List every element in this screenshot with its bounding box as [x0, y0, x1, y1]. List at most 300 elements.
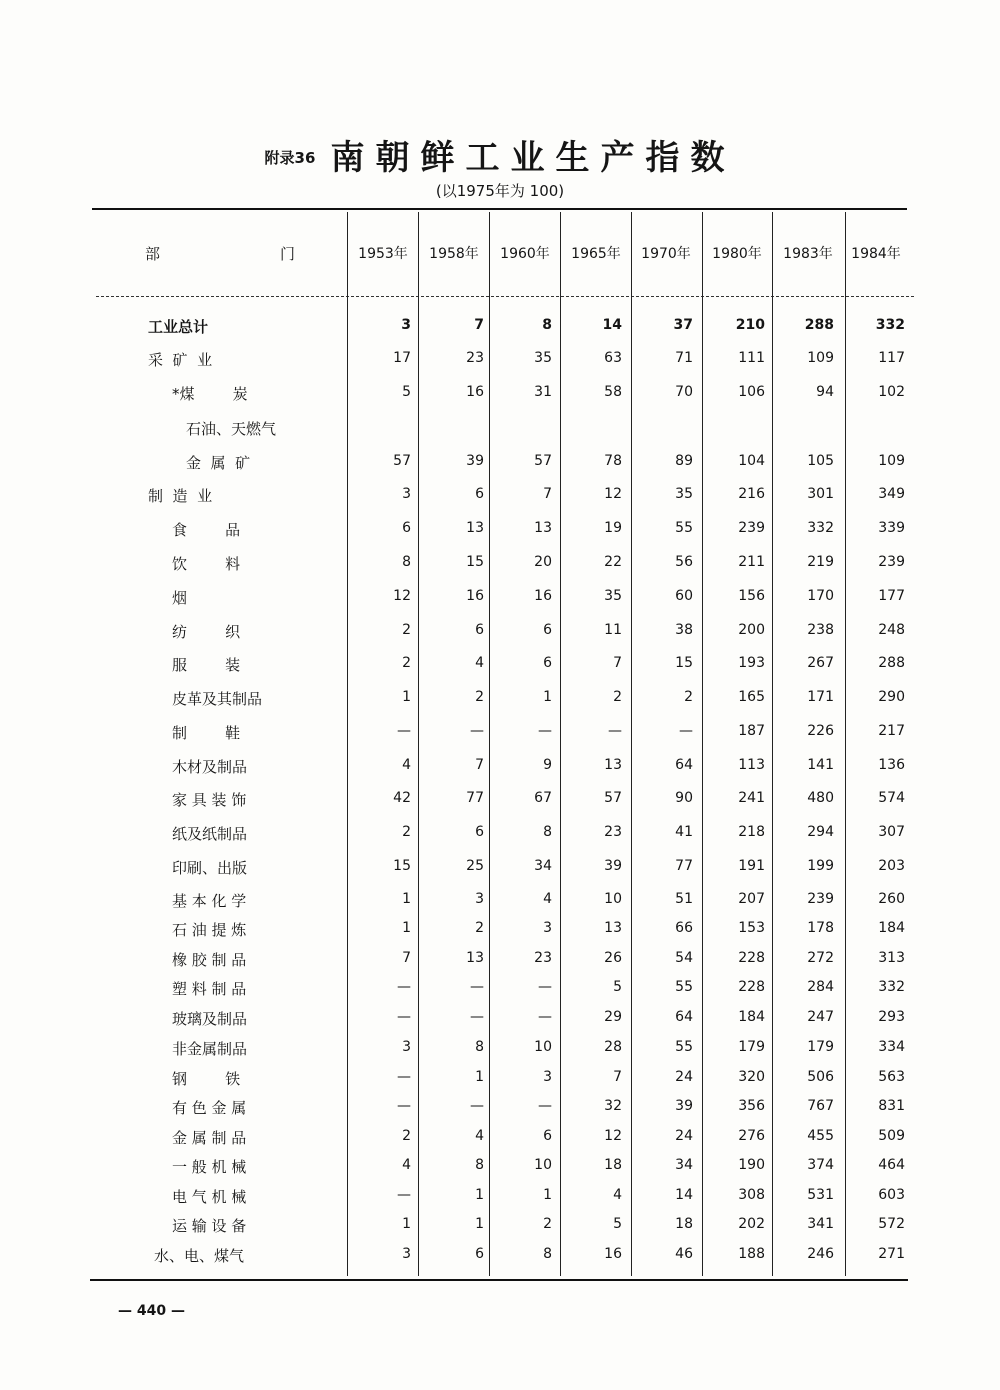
table-cell: 574: [878, 790, 905, 806]
year-header: 1970年: [641, 246, 691, 262]
row-label: 金 属 矿: [186, 454, 251, 472]
table-cell: 6: [475, 622, 484, 638]
table-cell: 104: [738, 453, 765, 469]
table-cell: 334: [878, 1039, 905, 1055]
table-cell: 63: [604, 350, 622, 366]
table-cell: 480: [807, 790, 834, 806]
table-cell: 24: [675, 1128, 693, 1144]
table-cell: 308: [738, 1187, 765, 1203]
table-cell: —: [470, 979, 484, 995]
row-label: 烟: [172, 589, 188, 607]
table-cell: 248: [878, 622, 905, 638]
row-label: *煤 炭: [172, 385, 248, 403]
table-cell: 39: [466, 453, 484, 469]
table-cell: 8: [543, 1246, 552, 1262]
table-cell: 4: [402, 1157, 411, 1173]
row-label: 电 气 机 械: [172, 1188, 247, 1206]
header-dept: [145, 243, 295, 264]
table-cell: —: [397, 1009, 411, 1025]
table-cell: 109: [807, 350, 834, 366]
table-cell: —: [397, 1098, 411, 1114]
table-cell: —: [538, 1009, 552, 1025]
table-cell: 239: [807, 891, 834, 907]
table-bottom-rule: [90, 1279, 908, 1281]
table-cell: 6: [475, 1246, 484, 1262]
table-cell: 5: [402, 384, 411, 400]
row-label: 工业总计: [148, 318, 209, 336]
table-cell: 29: [604, 1009, 622, 1025]
table-cell: 1: [475, 1069, 484, 1085]
table-cell: 271: [878, 1246, 905, 1262]
table-cell: 20: [534, 554, 552, 570]
table-row: [0, 947, 1000, 969]
table-cell: 7: [475, 757, 484, 773]
table-row: [0, 1243, 1000, 1265]
year-header: 1958年: [429, 246, 479, 262]
row-label: 金 属 制 品: [172, 1129, 247, 1147]
table-cell: 12: [604, 1128, 622, 1144]
table-row: [0, 517, 1000, 539]
table-cell: 25: [466, 858, 484, 874]
table-cell: 55: [675, 979, 693, 995]
table-row: [0, 787, 1000, 809]
table-cell: 1: [475, 1187, 484, 1203]
table-cell: 14: [602, 317, 622, 333]
row-label: 运 输 设 备: [172, 1217, 247, 1235]
table-cell: 8: [542, 317, 552, 333]
table-cell: 7: [402, 950, 411, 966]
table-cell: —: [608, 723, 622, 739]
table-cell: 1: [402, 891, 411, 907]
table-cell: 111: [738, 350, 765, 366]
table-cell: 7: [543, 486, 552, 502]
row-label: 皮革及其制品: [172, 690, 263, 708]
table-cell: 184: [878, 920, 905, 936]
table-cell: —: [538, 723, 552, 739]
table-row: [0, 416, 1000, 438]
table-cell: 23: [534, 950, 552, 966]
table-cell: 10: [534, 1039, 552, 1055]
table-cell: 113: [738, 757, 765, 773]
table-row: [0, 855, 1000, 877]
table-cell: —: [397, 979, 411, 995]
table-cell: 191: [738, 858, 765, 874]
table-cell: 15: [466, 554, 484, 570]
table-cell: 156: [738, 588, 765, 604]
table-cell: 13: [604, 757, 622, 773]
table-cell: —: [470, 723, 484, 739]
table-row: [0, 976, 1000, 998]
table-cell: 15: [675, 655, 693, 671]
table-cell: 3: [402, 1246, 411, 1262]
table-cell: 77: [675, 858, 693, 874]
table-cell: 35: [675, 486, 693, 502]
row-label: 采 矿 业: [148, 351, 213, 369]
page-number: — 440 —: [118, 1303, 185, 1319]
table-cell: 78: [604, 453, 622, 469]
table-cell: 13: [604, 920, 622, 936]
table-cell: 17: [393, 350, 411, 366]
table-row: [0, 1006, 1000, 1028]
table-cell: 64: [675, 757, 693, 773]
table-cell: 241: [738, 790, 765, 806]
table-cell: 12: [393, 588, 411, 604]
table-cell: 2: [475, 689, 484, 705]
table-cell: —: [470, 1009, 484, 1025]
table-cell: 341: [807, 1216, 834, 1232]
table-cell: 349: [878, 486, 905, 502]
table-cell: 55: [675, 520, 693, 536]
table-row: [0, 1125, 1000, 1147]
table-cell: 211: [738, 554, 765, 570]
table-cell: 34: [534, 858, 552, 874]
table-cell: 284: [807, 979, 834, 995]
table-cell: 272: [807, 950, 834, 966]
table-cell: 77: [466, 790, 484, 806]
table-cell: 184: [738, 1009, 765, 1025]
table-cell: 2: [613, 689, 622, 705]
table-cell: 57: [534, 453, 552, 469]
table-row: [0, 314, 1000, 336]
table-cell: 170: [807, 588, 834, 604]
table-cell: 228: [738, 950, 765, 966]
table-cell: 55: [675, 1039, 693, 1055]
table-row: [0, 1184, 1000, 1206]
row-label: 钢 铁: [172, 1070, 241, 1088]
table-cell: 6: [402, 520, 411, 536]
table-row: [0, 1036, 1000, 1058]
row-label: 饮 料: [172, 555, 241, 573]
table-cell: 293: [878, 1009, 905, 1025]
table-cell: 10: [534, 1157, 552, 1173]
table-cell: 71: [675, 350, 693, 366]
table-cell: 3: [475, 891, 484, 907]
table-cell: 188: [738, 1246, 765, 1262]
table-cell: 105: [807, 453, 834, 469]
table-cell: 18: [604, 1157, 622, 1173]
table-cell: 178: [807, 920, 834, 936]
table-cell: 294: [807, 824, 834, 840]
table-cell: 210: [735, 317, 765, 333]
table-cell: 356: [738, 1098, 765, 1114]
table-cell: 200: [738, 622, 765, 638]
row-label: 橡 胶 制 品: [172, 951, 247, 969]
table-cell: 57: [604, 790, 622, 806]
row-label: 一 般 机 械: [172, 1158, 247, 1176]
table-cell: 70: [675, 384, 693, 400]
table-cell: 217: [878, 723, 905, 739]
table-row: [0, 619, 1000, 641]
table-row: [0, 1066, 1000, 1088]
table-cell: 13: [534, 520, 552, 536]
table-cell: 3: [401, 317, 411, 333]
table-cell: 260: [878, 891, 905, 907]
table-cell: 3: [402, 1039, 411, 1055]
table-cell: 290: [878, 689, 905, 705]
table-cell: 39: [675, 1098, 693, 1114]
table-cell: 332: [807, 520, 834, 536]
table-cell: 38: [675, 622, 693, 638]
table-cell: 89: [675, 453, 693, 469]
table-cell: 1: [402, 689, 411, 705]
table-cell: 313: [878, 950, 905, 966]
row-label: 木材及制品: [172, 758, 248, 776]
table-cell: 9: [543, 757, 552, 773]
table-cell: 2: [475, 920, 484, 936]
table-cell: 1: [475, 1216, 484, 1232]
table-cell: 603: [878, 1187, 905, 1203]
table-cell: 64: [675, 1009, 693, 1025]
table-row: [0, 754, 1000, 776]
table-cell: 301: [807, 486, 834, 502]
table-cell: 6: [543, 622, 552, 638]
table-cell: 66: [675, 920, 693, 936]
table-cell: 51: [675, 891, 693, 907]
row-label: 石油、天燃气: [186, 420, 277, 438]
table-cell: 3: [543, 1069, 552, 1085]
table-cell: 8: [475, 1039, 484, 1055]
row-label: 水、电、煤气: [154, 1247, 245, 1265]
table-cell: 34: [675, 1157, 693, 1173]
table-cell: 2: [684, 689, 693, 705]
table-cell: 7: [474, 317, 484, 333]
table-cell: 2: [402, 622, 411, 638]
table-cell: 37: [673, 317, 693, 333]
table-cell: 307: [878, 824, 905, 840]
table-cell: 46: [675, 1246, 693, 1262]
table-cell: 28: [604, 1039, 622, 1055]
table-cell: 239: [738, 520, 765, 536]
table-top-rule: [92, 208, 907, 210]
row-label: 石 油 提 炼: [172, 921, 247, 939]
table-row: [0, 551, 1000, 573]
table-cell: 3: [543, 920, 552, 936]
row-label: 印刷、出版: [172, 859, 248, 877]
table-cell: 171: [807, 689, 834, 705]
appendix-label: 附录36: [264, 149, 316, 167]
table-cell: 39: [604, 858, 622, 874]
row-label: 食 品: [172, 521, 241, 539]
table-cell: 4: [402, 757, 411, 773]
row-label: 纺 织: [172, 623, 241, 641]
table-row: [0, 821, 1000, 843]
table-cell: 11: [604, 622, 622, 638]
row-label: 制 造 业: [148, 487, 213, 505]
row-label: 服 装: [172, 656, 241, 674]
table-cell: 572: [878, 1216, 905, 1232]
table-cell: 320: [738, 1069, 765, 1085]
table-cell: 23: [604, 824, 622, 840]
year-header: 1980年: [712, 246, 762, 262]
table-cell: 14: [675, 1187, 693, 1203]
row-label: 基 本 化 学: [172, 892, 247, 910]
table-cell: 228: [738, 979, 765, 995]
table-cell: 22: [604, 554, 622, 570]
table-cell: 136: [878, 757, 905, 773]
year-header: 1965年: [571, 246, 621, 262]
table-cell: 276: [738, 1128, 765, 1144]
table-cell: 41: [675, 824, 693, 840]
table-cell: —: [397, 1187, 411, 1203]
table-cell: 216: [738, 486, 765, 502]
table-row: [0, 483, 1000, 505]
table-cell: 23: [466, 350, 484, 366]
table-cell: 35: [604, 588, 622, 604]
table-cell: 202: [738, 1216, 765, 1232]
row-label: 纸及纸制品: [172, 825, 248, 843]
table-cell: —: [470, 1098, 484, 1114]
table-cell: 67: [534, 790, 552, 806]
table-cell: 16: [466, 588, 484, 604]
table-cell: —: [397, 1069, 411, 1085]
table-row: [0, 450, 1000, 472]
table-cell: 4: [475, 655, 484, 671]
table-cell: 165: [738, 689, 765, 705]
table-cell: 94: [816, 384, 834, 400]
table-cell: 102: [878, 384, 905, 400]
table-cell: 193: [738, 655, 765, 671]
table-cell: 767: [807, 1098, 834, 1114]
table-row: [0, 1154, 1000, 1176]
table-cell: 24: [675, 1069, 693, 1085]
table-cell: 332: [875, 317, 905, 333]
table-cell: 16: [604, 1246, 622, 1262]
table-cell: 19: [604, 520, 622, 536]
table-cell: 288: [804, 317, 834, 333]
table-cell: 288: [878, 655, 905, 671]
table-cell: 1: [543, 1187, 552, 1203]
table-cell: 203: [878, 858, 905, 874]
table-cell: 6: [475, 824, 484, 840]
table-cell: 2: [543, 1216, 552, 1232]
table-row: [0, 585, 1000, 607]
table-cell: 226: [807, 723, 834, 739]
table-cell: 4: [543, 891, 552, 907]
row-label: 非金属制品: [172, 1040, 248, 1058]
table-cell: 4: [475, 1128, 484, 1144]
table-cell: 58: [604, 384, 622, 400]
table-cell: —: [397, 723, 411, 739]
table-cell: 455: [807, 1128, 834, 1144]
table-cell: 179: [807, 1039, 834, 1055]
table-cell: 6: [475, 486, 484, 502]
table-cell: 246: [807, 1246, 834, 1262]
table-row: [0, 917, 1000, 939]
table-cell: 57: [393, 453, 411, 469]
table-cell: 16: [466, 384, 484, 400]
table-cell: 563: [878, 1069, 905, 1085]
table-row: [0, 652, 1000, 674]
table-cell: 1: [543, 689, 552, 705]
table-cell: 54: [675, 950, 693, 966]
row-label: 制 鞋: [172, 724, 241, 742]
table-cell: 90: [675, 790, 693, 806]
title-text: 南朝鲜工业生产指数: [330, 138, 736, 178]
table-cell: —: [538, 1098, 552, 1114]
table-cell: 6: [543, 655, 552, 671]
table-cell: 506: [807, 1069, 834, 1085]
table-cell: 199: [807, 858, 834, 874]
table-cell: 2: [402, 1128, 411, 1144]
table-row: [0, 1095, 1000, 1117]
table-cell: 190: [738, 1157, 765, 1173]
year-header: 1983年: [783, 246, 833, 262]
table-cell: 339: [878, 520, 905, 536]
table-cell: 464: [878, 1157, 905, 1173]
table-cell: 3: [402, 486, 411, 502]
row-label: 玻璃及制品: [172, 1010, 248, 1028]
table-cell: —: [538, 979, 552, 995]
page-title: [0, 130, 1000, 179]
table-cell: 2: [402, 824, 411, 840]
table-cell: 42: [393, 790, 411, 806]
table-cell: 13: [466, 950, 484, 966]
table-cell: 10: [604, 891, 622, 907]
table-cell: 7: [613, 1069, 622, 1085]
table-cell: 219: [807, 554, 834, 570]
table-cell: 26: [604, 950, 622, 966]
table-cell: 35: [534, 350, 552, 366]
table-cell: 267: [807, 655, 834, 671]
table-cell: 531: [807, 1187, 834, 1203]
table-cell: 8: [475, 1157, 484, 1173]
table-cell: 7: [613, 655, 622, 671]
table-row: [0, 686, 1000, 708]
table-cell: 179: [738, 1039, 765, 1055]
table-header-rule: [96, 296, 914, 297]
table-cell: 332: [878, 979, 905, 995]
table-cell: 56: [675, 554, 693, 570]
table-cell: 16: [534, 588, 552, 604]
table-cell: 32: [604, 1098, 622, 1114]
table-cell: 109: [878, 453, 905, 469]
year-header: 1953年: [358, 246, 408, 262]
table-cell: 141: [807, 757, 834, 773]
row-label: 有 色 金 属: [172, 1099, 247, 1117]
table-cell: 153: [738, 920, 765, 936]
year-header: 1984年: [851, 246, 901, 262]
year-header: 1960年: [500, 246, 550, 262]
table-row: [0, 888, 1000, 910]
table-cell: 8: [402, 554, 411, 570]
table-cell: 6: [543, 1128, 552, 1144]
table-cell: 374: [807, 1157, 834, 1173]
table-cell: 106: [738, 384, 765, 400]
table-row: [0, 347, 1000, 369]
row-label: 塑 料 制 品: [172, 980, 247, 998]
table-cell: 207: [738, 891, 765, 907]
table-cell: 31: [534, 384, 552, 400]
row-label: 家 具 装 饰: [172, 791, 247, 809]
table-cell: 187: [738, 723, 765, 739]
table-cell: 15: [393, 858, 411, 874]
table-cell: 117: [878, 350, 905, 366]
table-cell: 60: [675, 588, 693, 604]
table-cell: 4: [613, 1187, 622, 1203]
table-cell: —: [679, 723, 693, 739]
table-cell: 509: [878, 1128, 905, 1144]
table-cell: 247: [807, 1009, 834, 1025]
table-row: [0, 720, 1000, 742]
table-cell: 13: [466, 520, 484, 536]
table-cell: 218: [738, 824, 765, 840]
table-cell: 5: [613, 979, 622, 995]
table-cell: 18: [675, 1216, 693, 1232]
table-cell: 1: [402, 1216, 411, 1232]
table-cell: 239: [878, 554, 905, 570]
table-cell: 177: [878, 588, 905, 604]
table-cell: 1: [402, 920, 411, 936]
